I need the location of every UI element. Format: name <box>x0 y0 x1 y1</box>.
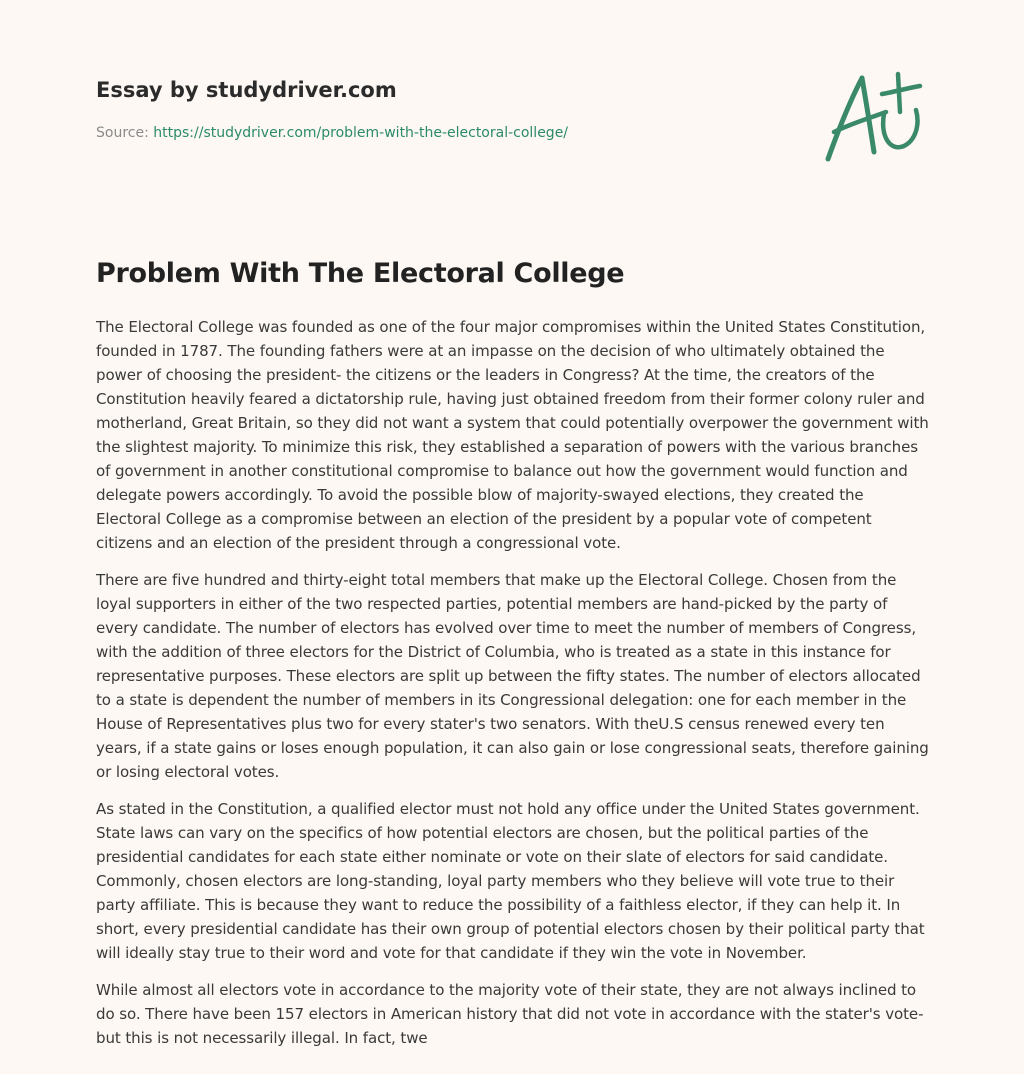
paragraph: The Electoral College was founded as one of the four major compromises within the United States Constitution, founded in 1787. The founding fathers were at an impasse on the decision of who ultimately obtained the power of choosing the president- the citizens or the leaders in Congress? At the time, the creators of the Constitution heavily feared a dictatorship rule, having just obtained freedom from their former colony ruler and motherland, Great Britain, so they did not want a system that could potentially overpower the government with the slightest majority. To minimize this risk, they established a separation of powers with the various branches of government in another constitutional compromise to balance out how the government would function and delegate powers accordingly. To avoid the possible blow of majority-swayed elections, they created the Electoral College as a compromise between an election of the president by a popular vote of competent citizens and an election of the president through a congressional vote. <box>96 318 929 552</box>
article-body <box>96 315 932 1063</box>
paragraph: As stated in the Constitution, a qualified elector must not hold any office under the United States government. State laws can vary on the specifics of how potential electors are chosen, but the political parties of the presidential candidates for each state either nominate or vote on their slate of electors for said candidate. Commonly, chosen electors are long-standing, loyal party members who they believe will vote true to their party affiliate. This is because they want to reduce the possibility of a faithless elector, if they can help it. In short, every presidential candidate has their own group of potential electors chosen by their political party that will ideally stay true to their word and vote for that candidate if they win the vote in November. <box>96 800 925 962</box>
a-plus-logo-icon <box>820 66 930 166</box>
article-title: Problem With The Electoral College <box>96 258 625 289</box>
source-link[interactable]: https://studydriver.com/problem-with-the-electoral-college/ <box>153 125 569 141</box>
essay-header <box>96 76 796 143</box>
source-line <box>96 123 796 143</box>
essay-by-heading: Essay by studydriver.com <box>96 78 397 102</box>
paragraph: While almost all electors vote in accordance to the majority vote of their state, they are not always inclined to do so. There have been 157 electors in American history that did not vote in accordance with the stater's vote- but this is not necessarily illegal. In fact, twe <box>96 981 924 1047</box>
paragraph: There are five hundred and thirty-eight total members that make up the Electoral College. Chosen from the loyal supporters in either of the two respected parties, potential members are hand-picked by the party of every candidate. The number of electors has evolved over time to meet the number of members of Congress, with the addition of three electors for the District of Columbia, who is treated as a state in this instance for representative purposes. These electors are split up between the fifty states. The number of electors allocated to a state is dependent the number of members in its Congressional delegation: one for each member in the House of Representatives plus two for every stater's two senators. With theU.S census renewed every ten years, if a state gains or loses enough population, it can also gain or lose congressional seats, therefore gaining or losing electoral votes. <box>96 571 929 781</box>
source-label: Source: <box>96 125 149 141</box>
